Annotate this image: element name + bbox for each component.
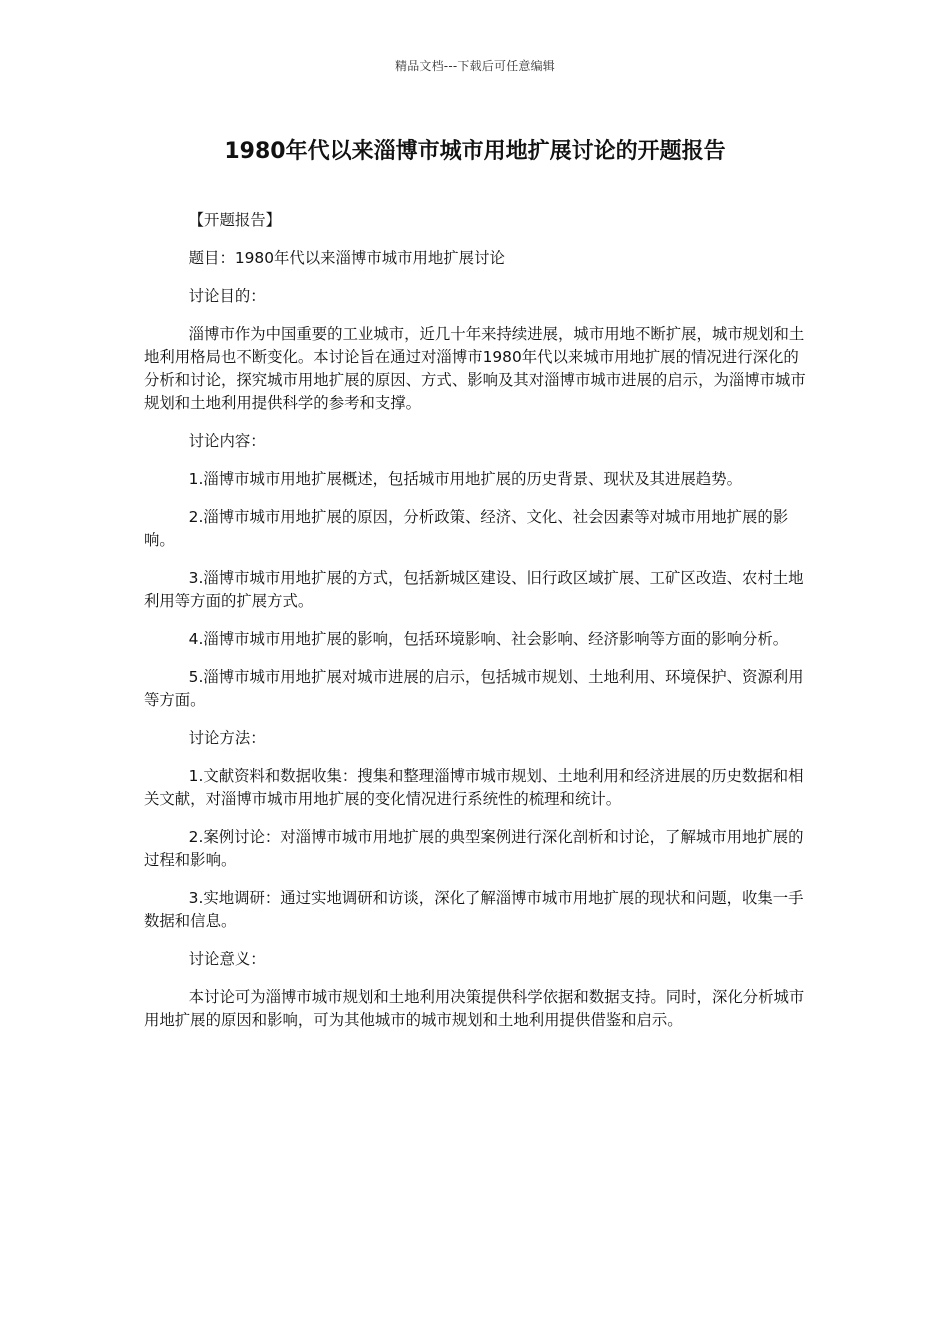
significance-paragraph: 本讨论可为淄博市城市规划和土地利用决策提供科学依据和数据支持。同时，深化分析城市用地扩展的原因和影响，可为其他城市的城市规划和土地利用提供借鉴和启示。 (144, 988, 805, 1029)
method-item-1: 1.文献资料和数据收集：搜集和整理淄博市城市规划、土地利用和经济进展的历史数据和相关文献，对淄博市城市用地扩展的变化情况进行系统性的梳理和统计。 (144, 767, 804, 808)
document-body (144, 209, 812, 1047)
section-heading-content: 讨论内容： (188, 432, 266, 450)
content-item-1: 1.淄博市城市用地扩展概述，包括城市用地扩展的历史背景、现状及其进展趋势。 (188, 470, 743, 488)
content-item-5: 5.淄博市城市用地扩展对城市进展的启示，包括城市规划、土地利用、环境保护、资源利用等方面。 (144, 668, 804, 709)
section-heading-significance: 讨论意义： (188, 950, 266, 968)
content-item-2: 2.淄博市城市用地扩展的原因，分析政策、经济、文化、社会因素等对城市用地扩展的影响。 (144, 508, 789, 549)
section-label-report: 【开题报告】 (188, 211, 282, 229)
topic-line: 题目：1980年代以来淄博市城市用地扩展讨论 (188, 249, 505, 267)
document-title: 1980年代以来淄博市城市用地扩展讨论的开题报告 (224, 139, 726, 164)
purpose-paragraph: 淄博市作为中国重要的工业城市，近几十年来持续进展，城市用地不断扩展，城市规划和土地利用格局也不断变化。本讨论旨在通过对淄博市1980年代以来城市用地扩展的情况进行深化的分析和讨论，探究城市用地扩展的原因、方式、影响及其对淄博市城市进展的启示，为淄博市城市规划和土地利用提供科学的参考和支撑。 (144, 325, 806, 412)
content-item-4: 4.淄博市城市用地扩展的影响，包括环境影响、社会影响、经济影响等方面的影响分析。 (188, 630, 789, 648)
section-heading-purpose: 讨论目的： (188, 287, 266, 305)
method-item-3: 3.实地调研：通过实地调研和访谈，深化了解淄博市城市用地扩展的现状和问题，收集一手数据和信息。 (144, 889, 804, 930)
method-item-2: 2.案例讨论：对淄博市城市用地扩展的典型案例进行深化剖析和讨论，了解城市用地扩展的过程和影响。 (144, 828, 804, 869)
header-note: 精品文档---下载后可任意编辑 (395, 59, 555, 73)
section-heading-method: 讨论方法： (188, 729, 266, 747)
content-item-3: 3.淄博市城市用地扩展的方式，包括新城区建设、旧行政区域扩展、工矿区改造、农村土地利用等方面的扩展方式。 (144, 569, 804, 610)
